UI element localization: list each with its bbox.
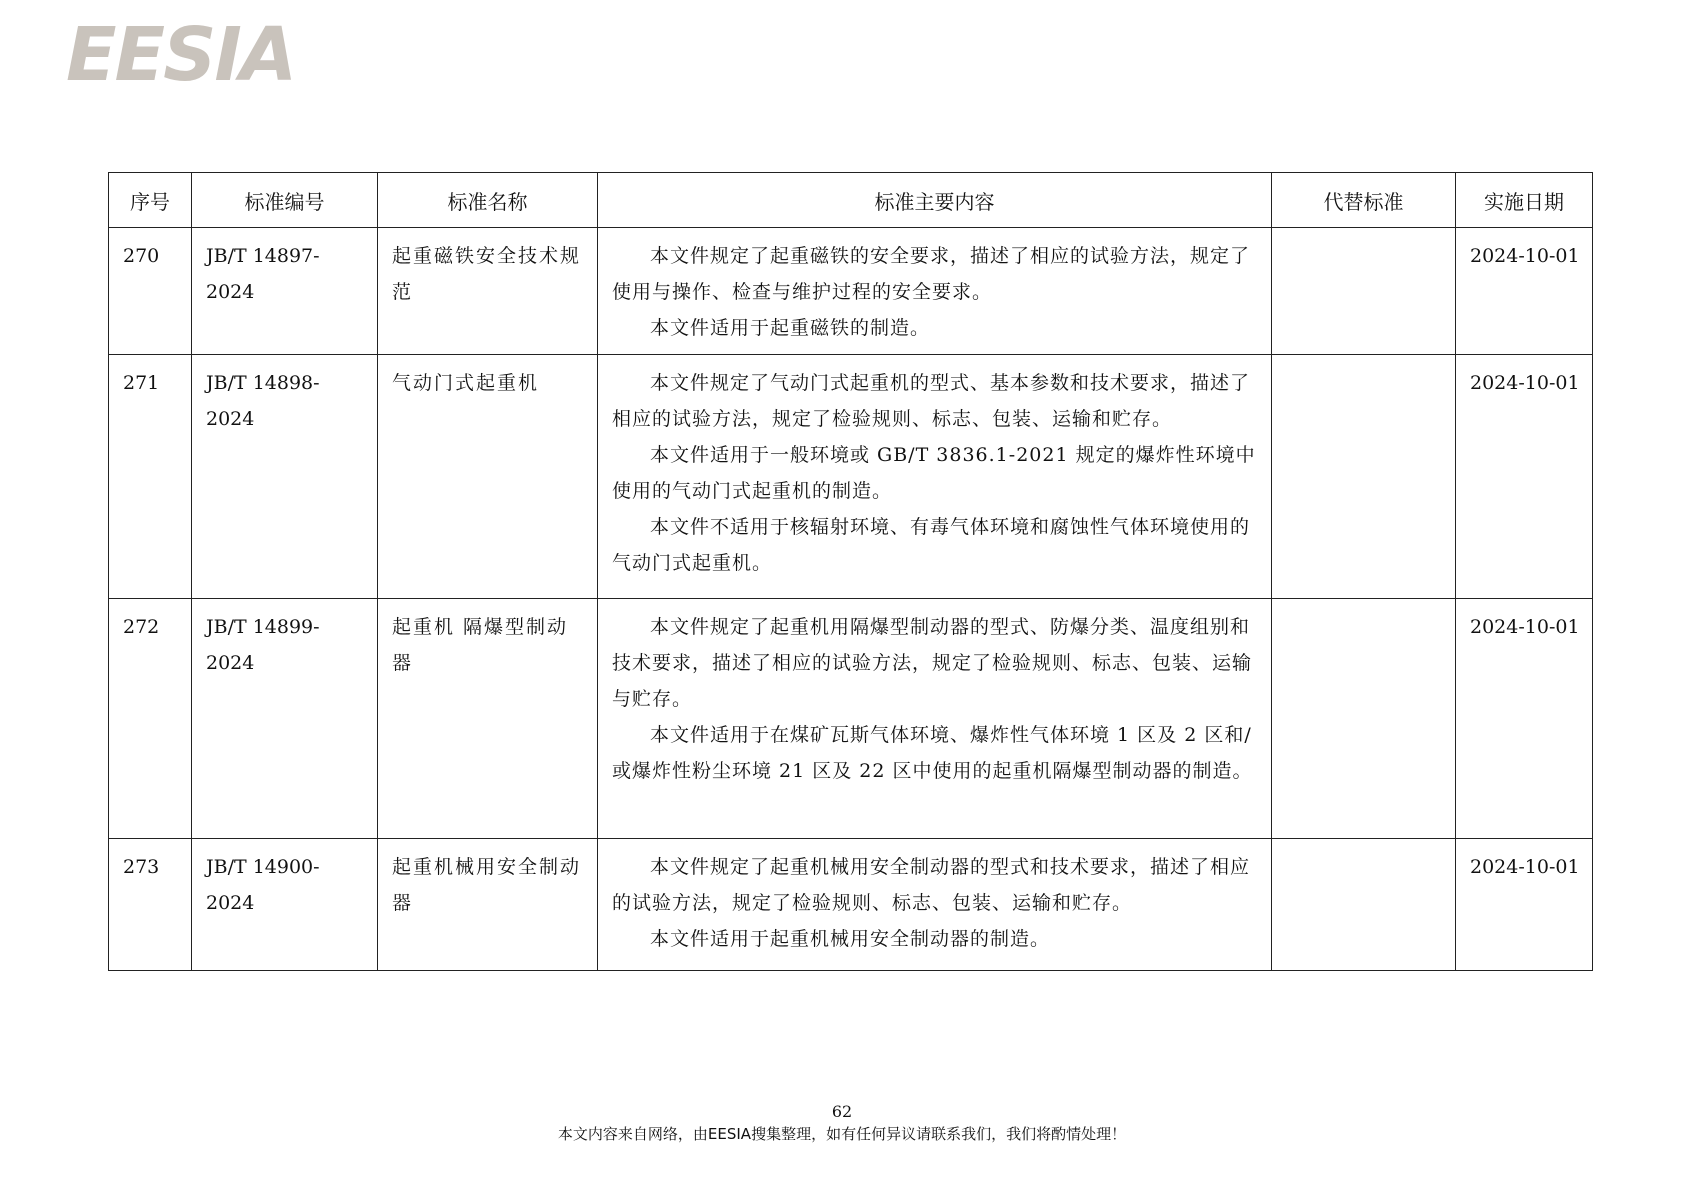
footer-disclaimer: 本文内容来自网络，由EESIA搜集整理，如有任何异议请联系我们，我们将酌情处理！ [557, 1125, 1127, 1143]
cell-replaced [1272, 839, 1456, 971]
header-replaced: 代替标准 [1272, 173, 1456, 228]
content-paragraph: 本文件适用于起重磁铁的制造。 [650, 317, 931, 339]
header-date: 实施日期 [1456, 173, 1593, 228]
eesia-logo: EESIA [66, 12, 296, 98]
cell-content [598, 228, 1272, 355]
cell-no: 271 [109, 355, 192, 599]
page-number: 62 [831, 1102, 853, 1121]
header-code: 标准编号 [192, 173, 378, 228]
cell-no: 273 [109, 839, 192, 971]
cell-replaced [1272, 228, 1456, 355]
cell-date: 2024-10-01 [1456, 355, 1593, 599]
cell-name: 起重机 隔爆型制动器 [378, 599, 598, 839]
cell-content [598, 355, 1272, 599]
table-header-row [109, 173, 1593, 228]
cell-no: 272 [109, 599, 192, 839]
cell-replaced [1272, 599, 1456, 839]
standards-table [108, 172, 1593, 971]
table-row [109, 228, 1593, 355]
cell-content [598, 599, 1272, 839]
table-row [109, 355, 1593, 599]
content-paragraph: 本文件适用于一般环境或 GB/T 3836.1-2021 规定的爆炸性环境中使用的气动门式起重机的制造。 [612, 444, 1256, 502]
table-row [109, 839, 1593, 971]
cell-date: 2024-10-01 [1456, 228, 1593, 355]
cell-code: JB/T 14897-2024 [192, 228, 378, 355]
content-paragraph: 本文件规定了起重磁铁的安全要求，描述了相应的试验方法，规定了使用与操作、检查与维护过程的安全要求。 [612, 245, 1251, 303]
cell-no: 270 [109, 228, 192, 355]
content-paragraph: 本文件适用于在煤矿瓦斯气体环境、爆炸性气体环境 1 区及 2 区和/或爆炸性粉尘环境 21 区及 22 区中使用的起重机隔爆型制动器的制造。 [612, 724, 1253, 782]
content-paragraph: 本文件规定了气动门式起重机的型式、基本参数和技术要求，描述了相应的试验方法，规定了检验规则、标志、包装、运输和贮存。 [612, 372, 1251, 430]
table-row [109, 599, 1593, 839]
content-paragraph: 本文件规定了起重机械用安全制动器的型式和技术要求，描述了相应的试验方法，规定了检验规则、标志、包装、运输和贮存。 [612, 856, 1251, 914]
content-paragraph: 本文件不适用于核辐射环境、有毒气体环境和腐蚀性气体环境使用的气动门式起重机。 [612, 516, 1251, 574]
cell-name: 起重机械用安全制动器 [378, 839, 598, 971]
header-name: 标准名称 [378, 173, 598, 228]
cell-code: JB/T 14900-2024 [192, 839, 378, 971]
cell-date: 2024-10-01 [1456, 839, 1593, 971]
cell-date: 2024-10-01 [1456, 599, 1593, 839]
cell-name: 起重磁铁安全技术规范 [378, 228, 598, 355]
cell-name: 气动门式起重机 [378, 355, 598, 599]
cell-replaced [1272, 355, 1456, 599]
content-paragraph: 本文件适用于起重机械用安全制动器的制造。 [650, 928, 1051, 950]
cell-code: JB/T 14898-2024 [192, 355, 378, 599]
header-no: 序号 [109, 173, 192, 228]
content-paragraph: 本文件规定了起重机用隔爆型制动器的型式、防爆分类、温度组别和技术要求，描述了相应的试验方法，规定了检验规则、标志、包装、运输与贮存。 [612, 616, 1253, 710]
cell-code: JB/T 14899-2024 [192, 599, 378, 839]
cell-content [598, 839, 1272, 971]
header-content: 标准主要内容 [598, 173, 1272, 228]
